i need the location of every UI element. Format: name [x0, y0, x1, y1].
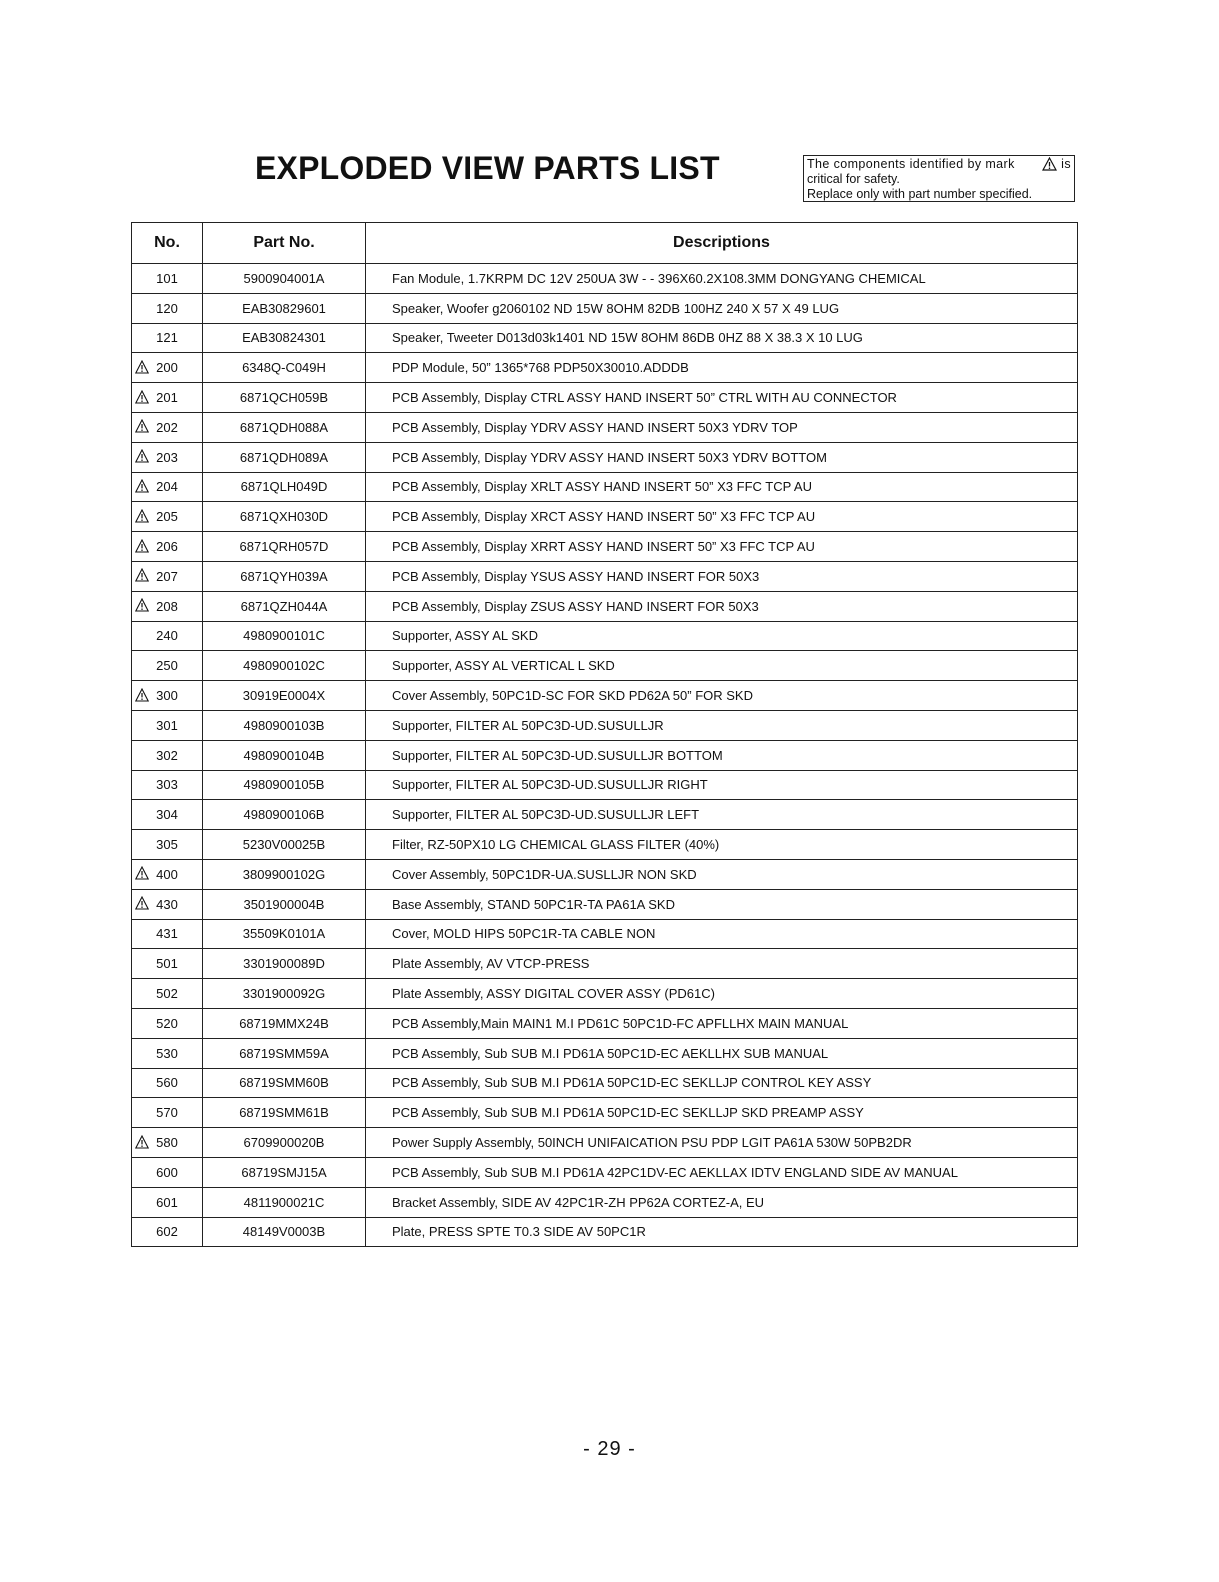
part-number-index: 304: [156, 807, 178, 823]
cell-description: Cover Assembly, 50PC1DR-UA.SUSLLJR NON SKD: [366, 859, 1078, 889]
part-number-index: 205: [156, 509, 178, 525]
cell-no: [132, 1128, 203, 1158]
cell-part-no: 6871QXH030D: [203, 502, 366, 532]
part-number-index: 602: [156, 1224, 178, 1240]
cell-description: PCB Assembly, Display YDRV ASSY HAND INSERT 50X3 YDRV TOP: [366, 412, 1078, 442]
table-row: [132, 651, 1078, 681]
part-number-index: 501: [156, 956, 178, 972]
warning-triangle-icon: [135, 866, 149, 880]
cell-description: PCB Assembly, Display XRRT ASSY HAND INSERT 50” X3 FFC TCP AU: [366, 532, 1078, 562]
part-number-index: 120: [156, 300, 178, 316]
cell-no: [132, 1217, 203, 1247]
cell-no: [132, 621, 203, 651]
table-row: [132, 949, 1078, 979]
cell-description: Cover Assembly, 50PC1D-SC FOR SKD PD62A 50” FOR SKD: [366, 681, 1078, 711]
warning-triangle-icon: [135, 509, 149, 523]
cell-description: Plate Assembly, AV VTCP-PRESS: [366, 949, 1078, 979]
table-row: [132, 383, 1078, 413]
cell-description: Fan Module, 1.7KRPM DC 12V 250UA 3W - - 396X60.2X108.3MM DONGYANG CHEMICAL: [366, 264, 1078, 294]
cell-part-no: 3301900092G: [203, 979, 366, 1009]
table-row: [132, 1187, 1078, 1217]
part-number-index: 560: [156, 1075, 178, 1091]
cell-part-no: 6871QRH057D: [203, 532, 366, 562]
cell-description: PCB Assembly, Display XRLT ASSY HAND INSERT 50” X3 FFC TCP AU: [366, 472, 1078, 502]
cell-no: [132, 859, 203, 889]
safety-notice-line2: critical for safety.: [807, 172, 900, 186]
part-number-index: 305: [156, 837, 178, 853]
cell-description: Base Assembly, STAND 50PC1R-TA PA61A SKD: [366, 889, 1078, 919]
warning-triangle-icon: [135, 896, 149, 910]
cell-no: [132, 591, 203, 621]
cell-part-no: 6871QYH039A: [203, 561, 366, 591]
table-row: [132, 1217, 1078, 1247]
warning-triangle-icon: [135, 568, 149, 582]
table-row: [132, 770, 1078, 800]
page-title: EXPLODED VIEW PARTS LIST: [255, 150, 720, 186]
page-number: - 29 -: [583, 1438, 636, 1460]
cell-part-no: 3301900089D: [203, 949, 366, 979]
table-row: [132, 323, 1078, 353]
cell-description: PCB Assembly,Main MAIN1 M.I PD61C 50PC1D-FC APFLLHX MAIN MANUAL: [366, 1008, 1078, 1038]
parts-table-body: [132, 264, 1078, 1247]
warning-triangle-icon: [135, 390, 149, 404]
cell-no: [132, 919, 203, 949]
cell-no: [132, 412, 203, 442]
part-number-index: 240: [156, 628, 178, 644]
table-row: [132, 293, 1078, 323]
warning-triangle-icon: [135, 360, 149, 374]
cell-description: Supporter, ASSY AL VERTICAL L SKD: [366, 651, 1078, 681]
header-description: Descriptions: [366, 223, 1078, 264]
cell-no: [132, 710, 203, 740]
cell-part-no: 4980900103B: [203, 710, 366, 740]
cell-description: PDP Module, 50” 1365*768 PDP50X30010.ADDDB: [366, 353, 1078, 383]
part-number-index: 202: [156, 419, 178, 435]
safety-notice-text-b-wrap: [1038, 157, 1071, 172]
table-row: [132, 591, 1078, 621]
table-row: [132, 889, 1078, 919]
part-number-index: 207: [156, 568, 178, 584]
cell-part-no: 5900904001A: [203, 264, 366, 294]
warning-triangle-icon: [135, 479, 149, 493]
cell-no: [132, 681, 203, 711]
table-row: [132, 919, 1078, 949]
part-number-index: 302: [156, 747, 178, 763]
cell-description: PCB Assembly, Sub SUB M.I PD61A 50PC1D-EC SEKLLJP SKD PREAMP ASSY: [366, 1098, 1078, 1128]
table-row: [132, 412, 1078, 442]
part-number-index: 600: [156, 1164, 178, 1180]
cell-no: [132, 1098, 203, 1128]
warning-triangle-icon: [135, 539, 149, 553]
warning-triangle-icon: [135, 598, 149, 612]
part-number-index: 570: [156, 1105, 178, 1121]
safety-notice: [803, 155, 1075, 202]
cell-description: Cover, MOLD HIPS 50PC1R-TA CABLE NON: [366, 919, 1078, 949]
cell-part-no: 35509K0101A: [203, 919, 366, 949]
cell-no: [132, 1008, 203, 1038]
parts-table: [131, 222, 1078, 1247]
table-row: [132, 264, 1078, 294]
cell-part-no: 6709900020B: [203, 1128, 366, 1158]
cell-description: PCB Assembly, Sub SUB M.I PD61A 50PC1D-EC SEKLLJP CONTROL KEY ASSY: [366, 1068, 1078, 1098]
cell-no: [132, 979, 203, 1009]
part-number-index: 580: [156, 1135, 178, 1150]
cell-no: [132, 800, 203, 830]
cell-no: [132, 472, 203, 502]
cell-part-no: 4980900106B: [203, 800, 366, 830]
cell-part-no: EAB30824301: [203, 323, 366, 353]
cell-no: [132, 442, 203, 472]
cell-no: [132, 770, 203, 800]
cell-no: [132, 353, 203, 383]
cell-part-no: 5230V00025B: [203, 830, 366, 860]
table-row: [132, 353, 1078, 383]
part-number-index: 400: [156, 866, 178, 882]
table-row: [132, 1038, 1078, 1068]
cell-part-no: EAB30829601: [203, 293, 366, 323]
table-row: [132, 979, 1078, 1009]
part-number-index: 203: [156, 449, 178, 465]
cell-part-no: 6871QDH088A: [203, 412, 366, 442]
cell-description: PCB Assembly, Display CTRL ASSY HAND INSERT 50” CTRL WITH AU CONNECTOR: [366, 383, 1078, 413]
part-number-index: 502: [156, 986, 178, 1002]
cell-description: PCB Assembly, Sub SUB M.I PD61A 42PC1DV-EC AEKLLAX IDTV ENGLAND SIDE AV MANUAL: [366, 1157, 1078, 1187]
table-row: [132, 681, 1078, 711]
table-row: [132, 472, 1078, 502]
cell-no: [132, 1157, 203, 1187]
cell-description: PCB Assembly, Display ZSUS ASSY HAND INSERT FOR 50X3: [366, 591, 1078, 621]
cell-part-no: 68719SMM60B: [203, 1068, 366, 1098]
warning-triangle-icon: [135, 688, 149, 702]
cell-part-no: 6871QLH049D: [203, 472, 366, 502]
cell-part-no: 4980900104B: [203, 740, 366, 770]
warning-triangle-icon: [135, 449, 149, 463]
cell-part-no: 68719SMM59A: [203, 1038, 366, 1068]
cell-no: [132, 1187, 203, 1217]
cell-description: Supporter, FILTER AL 50PC3D-UD.SUSULLJR BOTTOM: [366, 740, 1078, 770]
part-number-index: 200: [156, 360, 178, 376]
part-number-index: 300: [156, 688, 178, 704]
cell-no: [132, 949, 203, 979]
cell-part-no: 4811900021C: [203, 1187, 366, 1217]
cell-part-no: 48149V0003B: [203, 1217, 366, 1247]
table-row: [132, 1128, 1078, 1158]
cell-description: Filter, RZ-50PX10 LG CHEMICAL GLASS FILTER (40%): [366, 830, 1078, 860]
warning-triangle-icon: [135, 419, 149, 433]
table-row: [132, 561, 1078, 591]
cell-no: [132, 383, 203, 413]
table-row: [132, 442, 1078, 472]
cell-part-no: 68719MMX24B: [203, 1008, 366, 1038]
safety-notice-text-a: The components identified by mark: [807, 157, 1015, 171]
table-row: [132, 502, 1078, 532]
cell-description: PCB Assembly, Display YDRV ASSY HAND INSERT 50X3 YDRV BOTTOM: [366, 442, 1078, 472]
cell-no: [132, 1038, 203, 1068]
cell-description: Supporter, ASSY AL SKD: [366, 621, 1078, 651]
safety-notice-line1: [807, 157, 1071, 172]
warning-triangle-icon: [135, 1135, 149, 1149]
table-row: [132, 621, 1078, 651]
part-number-index: 430: [156, 896, 178, 912]
cell-part-no: 6348Q-C049H: [203, 353, 366, 383]
table-row: [132, 830, 1078, 860]
cell-description: Plate Assembly, ASSY DIGITAL COVER ASSY (PD61C): [366, 979, 1078, 1009]
header-no: No.: [132, 223, 203, 264]
cell-description: Bracket Assembly, SIDE AV 42PC1R-ZH PP62A CORTEZ-A, EU: [366, 1187, 1078, 1217]
cell-description: PCB Assembly, Display YSUS ASSY HAND INSERT FOR 50X3: [366, 561, 1078, 591]
cell-no: [132, 264, 203, 294]
cell-description: Plate, PRESS SPTE T0.3 SIDE AV 50PC1R: [366, 1217, 1078, 1247]
part-number-index: 250: [156, 658, 178, 674]
cell-part-no: 6871QCH059B: [203, 383, 366, 413]
cell-part-no: 30919E0004X: [203, 681, 366, 711]
cell-part-no: 4980900101C: [203, 621, 366, 651]
cell-no: [132, 532, 203, 562]
cell-description: Supporter, FILTER AL 50PC3D-UD.SUSULLJR RIGHT: [366, 770, 1078, 800]
cell-description: Supporter, FILTER AL 50PC3D-UD.SUSULLJR: [366, 710, 1078, 740]
header-part-no: Part No.: [203, 223, 366, 264]
cell-no: [132, 323, 203, 353]
cell-no: [132, 502, 203, 532]
table-row: [132, 710, 1078, 740]
cell-no: [132, 293, 203, 323]
part-number-index: 206: [156, 539, 178, 555]
table-row: [132, 740, 1078, 770]
warning-triangle-icon: [1042, 157, 1057, 171]
cell-part-no: 68719SMJ15A: [203, 1157, 366, 1187]
cell-no: [132, 830, 203, 860]
part-number-index: 530: [156, 1045, 178, 1061]
cell-part-no: 6871QDH089A: [203, 442, 366, 472]
part-number-index: 208: [156, 598, 178, 614]
table-row: [132, 800, 1078, 830]
cell-part-no: 68719SMM61B: [203, 1098, 366, 1128]
table-row: [132, 1157, 1078, 1187]
part-number-index: 601: [156, 1194, 178, 1210]
part-number-index: 303: [156, 777, 178, 793]
cell-no: [132, 740, 203, 770]
table-row: [132, 859, 1078, 889]
table-row: [132, 1098, 1078, 1128]
parts-table-header-row: [132, 223, 1078, 264]
part-number-index: 431: [156, 926, 178, 942]
part-number-index: 201: [156, 390, 178, 406]
part-number-index: 121: [156, 330, 178, 346]
cell-part-no: 4980900105B: [203, 770, 366, 800]
cell-description: Speaker, Tweeter D013d03k1401 ND 15W 8OHM 86DB 0HZ 88 X 38.3 X 10 LUG: [366, 323, 1078, 353]
cell-description: Speaker, Woofer g2060102 ND 15W 8OHM 82DB 100HZ 240 X 57 X 49 LUG: [366, 293, 1078, 323]
table-row: [132, 1008, 1078, 1038]
cell-part-no: 4980900102C: [203, 651, 366, 681]
cell-description: PCB Assembly, Display XRCT ASSY HAND INSERT 50” X3 FFC TCP AU: [366, 502, 1078, 532]
part-number-index: 520: [156, 1015, 178, 1031]
part-number-index: 204: [156, 479, 178, 495]
cell-no: [132, 561, 203, 591]
cell-no: [132, 1068, 203, 1098]
cell-part-no: 3501900004B: [203, 889, 366, 919]
part-number-index: 301: [156, 717, 178, 733]
safety-notice-text-b: is: [1061, 157, 1071, 171]
part-number-index: 101: [156, 270, 178, 286]
cell-description: Supporter, FILTER AL 50PC3D-UD.SUSULLJR LEFT: [366, 800, 1078, 830]
cell-no: [132, 651, 203, 681]
table-row: [132, 1068, 1078, 1098]
cell-description: PCB Assembly, Sub SUB M.I PD61A 50PC1D-EC AEKLLHX SUB MANUAL: [366, 1038, 1078, 1068]
cell-no: [132, 889, 203, 919]
safety-notice-line3: Replace only with part number specified.: [807, 187, 1033, 201]
table-row: [132, 532, 1078, 562]
cell-part-no: 3809900102G: [203, 859, 366, 889]
cell-part-no: 6871QZH044A: [203, 591, 366, 621]
cell-description: Power Supply Assembly, 50INCH UNIFAICATION PSU PDP LGIT PA61A 530W 50PB2DR: [366, 1128, 1078, 1158]
